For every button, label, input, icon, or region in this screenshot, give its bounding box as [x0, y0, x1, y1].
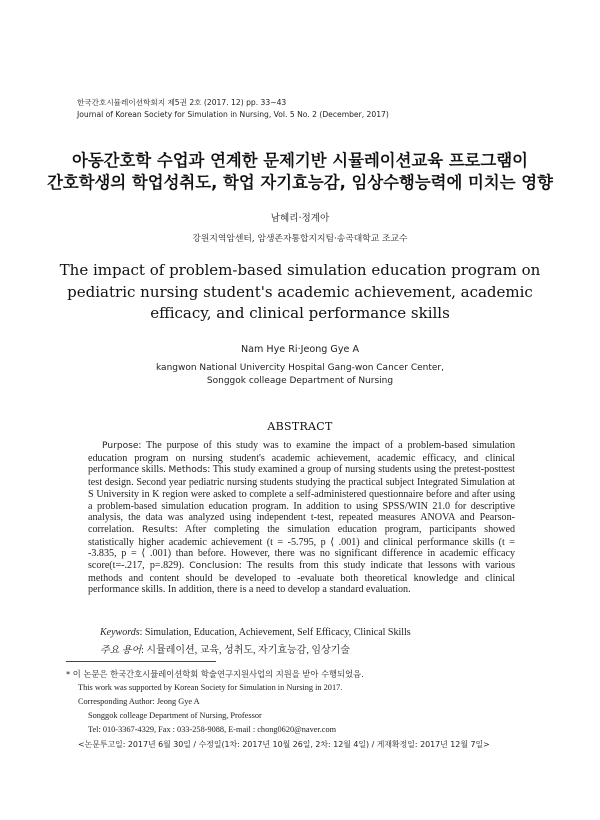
- affiliation-english-line1: kangwon National Univercity Hospital Gang-won Cancer Center,: [156, 363, 444, 373]
- keywords-korean: [100, 641, 350, 656]
- corresponding-name: : Jeong Gye A: [152, 697, 200, 706]
- journal-line-en: Journal of Korean Society for Simulation in Nursing, Vol. 5 No. 2 (December, 2017): [77, 109, 389, 119]
- authors-korean: 남혜리·정계아: [270, 213, 330, 224]
- footnote-submission-dates: <논문투고일: 2017년 6월 30일 / 수정일(1차: 2017년 10월 26일, 2차: 12월 4일) / 게재확정일: 2017년 12월 7일>: [78, 740, 490, 749]
- conclusion-label: Conclusion: [189, 561, 239, 572]
- footnote-divider: [66, 661, 216, 662]
- footnote-contact: Tel: 010-3367-4329, Fax : 033-258-9088, E-mail : chong0620@naver.com: [88, 725, 337, 734]
- methods-text: : This study examined a group of nursing students using the pretest-posttest test design. Second year pediatric nursing students studying the practical subject Integrated Simulation at S University in K region were asked to complete a self-administered questionnaire before and after using a problem-based simulation education program. In addition to using SPSS/WIN 21.0 for descriptive analysis, the data was analyzed using independent t-test, repeated measures ANOVA and Pearson- correlation.: [88, 464, 515, 535]
- keywords-korean-text: : 시뮬레이션, 교육, 성취도, 자기효능감, 임상기술: [141, 645, 350, 656]
- title-english-line3: efficacy, and clinical performance skills: [150, 304, 450, 322]
- title-korean: [40, 150, 560, 194]
- conclusion-text: : The results from this study indicate that lessons with various methods and content should be developed to -evaluate both theoretical knowledge and clinical performance skills. In addition, there is a need to develop a standard evaluation.: [88, 560, 515, 596]
- footnote-funding-ko: * 이 논문은 한국간호시뮬레이션학회 학술연구지원사업의 지원을 받아 수행되었음.: [66, 669, 364, 679]
- footnote-corresponding-affiliation: Songgok colleage Department of Nursing, Professor: [88, 711, 262, 720]
- title-english-line2: pediatric nursing student's academic achievement, academic: [67, 282, 533, 301]
- title-english-line1: The impact of problem-based simulation education program on: [59, 261, 541, 279]
- title-korean-line1: 아동간호학 수업과 연계한 문제기반 시뮬레이션교육 프로그램이: [71, 151, 529, 170]
- title-english: [40, 260, 560, 325]
- authors-english: Nam Hye Ri·Jeong Gye A: [240, 344, 360, 355]
- purpose-text: : The purpose of this study was to examine the impact of a problem-based simulation education program on nursing student's academic achievement, academic efficacy, and clinical performance skills.: [88, 440, 515, 476]
- corresponding-label: Corresponding Author: [78, 697, 153, 706]
- results-label: Results: [142, 524, 175, 535]
- keywords-english-label: Keywords: [100, 627, 140, 638]
- affiliation-english: [0, 362, 600, 388]
- footnote-funding-en: This work was supported by Korean Society for Simulation in Nursing in 2017.: [78, 683, 343, 692]
- journal-line-ko: 한국간호시뮬레이션학회지 제5권 2호 (2017. 12) pp. 33~43: [77, 98, 287, 107]
- keywords-korean-label: 주요 용어: [100, 645, 142, 656]
- abstract-heading: ABSTRACT: [267, 420, 333, 433]
- results-text: : After completing the simulation education program, participants showed statistically higher academic achievement (t = -5.795, p ⟨ .001) and clinical performance skills (t = -3.835, p = ⟨ .001) than before. However, there was no significant difference in academic efficacy score(t=-.217, p=.829).: [88, 523, 515, 572]
- purpose-label: Purpose: [102, 441, 139, 451]
- journal-header: [77, 97, 389, 120]
- affiliation-english-line2: Songgok colleage Department of Nursing: [206, 376, 394, 386]
- keywords-english: [100, 627, 411, 638]
- title-korean-line2: 간호학생의 학업성취도, 학업 자기효능감, 임상수행능력에 미치는 영향: [47, 173, 553, 192]
- footnote-corresponding: [78, 697, 200, 706]
- abstract-paragraph: [88, 440, 515, 596]
- abstract-body: [88, 440, 515, 596]
- keywords-english-text: : Simulation, Education, Achievement, Self Efficacy, Clinical Skills: [139, 627, 411, 638]
- methods-label: Methods: [168, 465, 208, 476]
- affiliation-korean: 강원지역암센터, 암생존자통합지지팀·송곡대학교 조교수: [192, 234, 408, 244]
